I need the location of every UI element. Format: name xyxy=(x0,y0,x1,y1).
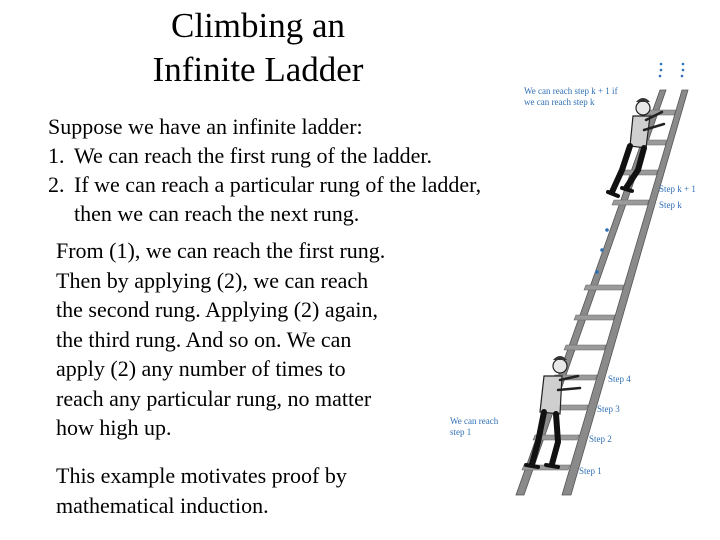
list-item-text: If we can reach a particular rung of the ladder, xyxy=(74,172,482,197)
top-note-line-1: We can reach step k + 1 if xyxy=(524,86,618,96)
list-item-text: We can reach the first rung of the ladder. xyxy=(74,143,433,168)
list-item-number: 1. xyxy=(48,143,65,168)
ladder-svg xyxy=(440,50,720,500)
paragraph-line: From (1), we can reach the first rung. xyxy=(56,238,386,263)
step-1-label: Step 1 xyxy=(579,466,602,476)
intro-lead: Suppose we have an infinite ladder: xyxy=(48,114,363,139)
paragraph-line: Then by applying (2), we can reach xyxy=(56,267,369,293)
step-k-plus-1-label: Step k + 1 xyxy=(659,184,696,194)
paragraph-line: This example motivates proof by xyxy=(56,463,347,488)
climber-bottom-icon xyxy=(526,356,580,467)
step-3-label: Step 3 xyxy=(597,404,620,414)
step-2-label: Step 2 xyxy=(589,434,612,444)
list-item-continuation: then we can reach the next rung. xyxy=(74,201,360,226)
ladder-illustration xyxy=(440,50,720,500)
top-note-line-2: we can reach step k xyxy=(524,97,595,107)
conclusion-paragraph xyxy=(56,461,426,520)
title-line-1: Climbing an xyxy=(170,6,346,45)
list-item-number: 2. xyxy=(48,172,65,197)
title-line-2: Infinite Ladder xyxy=(152,50,364,89)
bottom-note-line-1: We can reach xyxy=(450,416,499,426)
paragraph-line: reach any particular rung, no matter xyxy=(56,385,372,411)
paragraph-line: the third rung. And so on. We can xyxy=(56,326,352,352)
paragraph-line: how high up. xyxy=(56,415,172,440)
explanation-paragraph xyxy=(56,236,426,443)
bottom-note-line-2: step 1 xyxy=(450,427,472,437)
step-4-label: Step 4 xyxy=(608,374,631,384)
paragraph-line: the second rung. Applying (2) again, xyxy=(56,297,378,322)
paragraph-line: mathematical induction. xyxy=(56,492,269,518)
slide-title xyxy=(100,4,416,92)
paragraph-line: apply (2) any number of times to xyxy=(56,356,346,381)
step-k-label: Step k xyxy=(659,200,682,210)
